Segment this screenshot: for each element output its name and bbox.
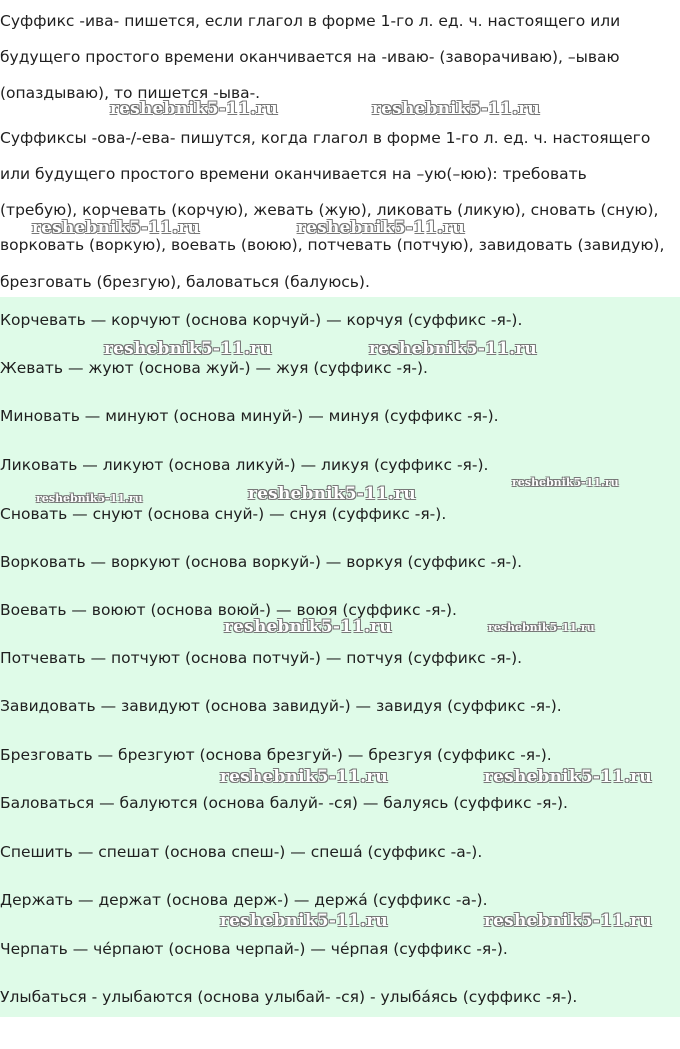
watermark: reshebnik5-11.ru	[512, 476, 619, 489]
watermark: reshebnik5-11.ru	[220, 767, 388, 787]
answer-line: Баловаться — балуются (основа балуй- -ся) — балуясь (суффикс -я-).	[0, 794, 568, 812]
intro-line: ворковать (воркую), воевать (воюю), потчевать (потчую), завидовать (завидую),	[0, 236, 665, 254]
watermark: reshebnik5-11.ru	[36, 492, 143, 505]
answer-line: Ликовать — ликуют (основа ликуй-) — ликуя (суффикс -я-).	[0, 456, 489, 474]
answer-line: Черпать — чéрпают (основа черпай-) — чéрпая (суффикс -я-).	[0, 940, 508, 958]
watermark: reshebnik5-11.ru	[488, 621, 595, 634]
intro-line: (требую), корчевать (корчую), жевать (жую), ликовать (ликую), сновать (сную),	[0, 201, 659, 219]
answer-line: Корчевать — корчуют (основа корчуй-) — корчуя (суффикс -я-).	[0, 311, 523, 329]
answer-line: Ворковать — воркуют (основа воркуй-) — воркуя (суффикс -я-).	[0, 553, 523, 571]
answer-line: Жевать — жуют (основа жуй-) — жуя (суффикс -я-).	[0, 359, 428, 377]
answer-line: Улыбаться - улыбаются (основа улыбай- -ся) - улыбáясь (суффикс -я-).	[0, 988, 578, 1006]
answer-line: Держать — держат (основа держ-) — держá (суффикс -а-).	[0, 891, 488, 909]
intro-line: или будущего простого времени оканчивается на –ую(–юю): требовать	[0, 165, 587, 183]
intro-line: Суффиксы -ова-/-ева- пишутся, когда глагол в форме 1-го л. ед. ч. настоящего	[0, 129, 651, 147]
intro-line: будущего простого времени оканчивается на -иваю- (заворачиваю), –ываю	[0, 48, 620, 66]
intro-line: брезговать (брезгую), баловаться (балуюсь).	[0, 273, 370, 291]
answers-block	[0, 297, 680, 1017]
watermark: reshebnik5-11.ru	[110, 99, 278, 119]
watermark: reshebnik5-11.ru	[224, 617, 392, 637]
watermark: reshebnik5-11.ru	[32, 218, 200, 238]
watermark: reshebnik5-11.ru	[369, 339, 537, 359]
watermark: reshebnik5-11.ru	[372, 99, 540, 119]
watermark: reshebnik5-11.ru	[248, 484, 416, 504]
watermark: reshebnik5-11.ru	[104, 339, 272, 359]
intro-line: Суффикс -ива- пишется, если глагол в форме 1-го л. ед. ч. настоящего или	[0, 12, 621, 30]
watermark: reshebnik5-11.ru	[484, 767, 652, 787]
answer-line: Воевать — воюют (основа воюй-) — воюя (суффикс -я-).	[0, 601, 457, 619]
answer-line: Завидовать — завидуют (основа завидуй-) — завидуя (суффикс -я-).	[0, 697, 562, 715]
intro-line: (опаздываю), то пишется -ыва-.	[0, 84, 261, 102]
answer-line: Спешить — спешат (основа спеш-) — спешá (суффикс -а-).	[0, 843, 483, 861]
answer-line: Миновать — минуют (основа минуй-) — минуя (суффикс -я-).	[0, 407, 499, 425]
answer-line: Сновать — снуют (основа снуй-) — снуя (суффикс -я-).	[0, 505, 447, 523]
answer-line: Потчевать — потчуют (основа потчуй-) — потчуя (суффикс -я-).	[0, 649, 523, 667]
watermark: reshebnik5-11.ru	[297, 218, 465, 238]
watermark: reshebnik5-11.ru	[484, 911, 652, 931]
watermark: reshebnik5-11.ru	[220, 911, 388, 931]
answer-line: Брезговать — брезгуют (основа брезгуй-) — брезгуя (суффикс -я-).	[0, 746, 552, 764]
